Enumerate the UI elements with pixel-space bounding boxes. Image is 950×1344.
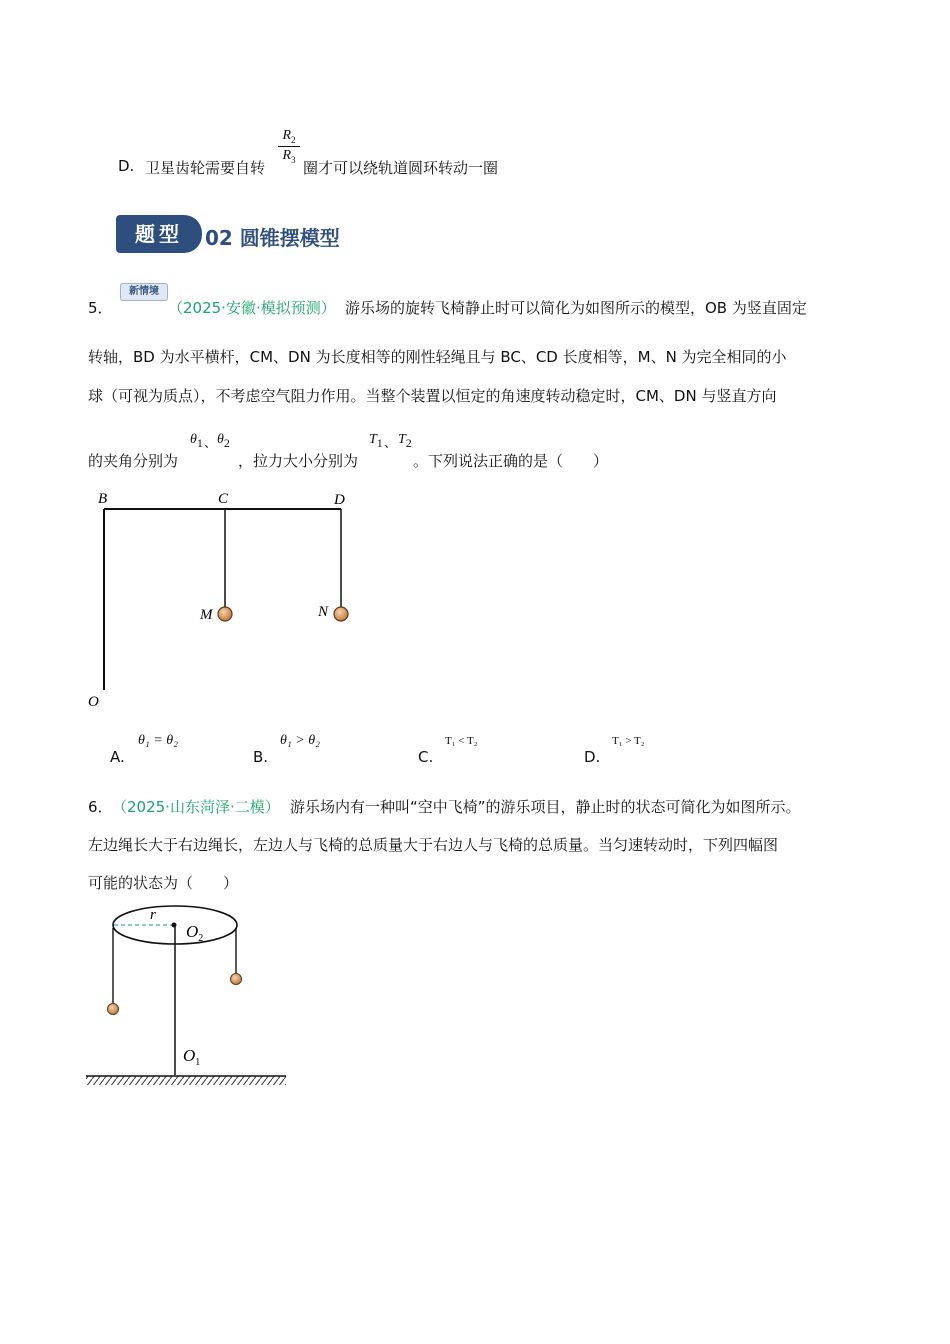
q4-option-d-text-before: 卫星齿轮需要自转 xyxy=(145,159,266,177)
section-title: 02 圆锥摆模型 xyxy=(205,226,340,250)
q5-sep2: 、 xyxy=(384,436,398,451)
q5-theta2: $\theta_2$ xyxy=(217,432,230,450)
q5-text-line2: 转轴，BD 为水平横杆，CM、DN 为长度相等的刚性轻绳且与 BC、CD 长度相等，M、N 为完全相同的小 xyxy=(88,348,787,366)
q5-text-line4b: ，拉力大小分别为 xyxy=(238,452,359,470)
q5-sep1: 、 xyxy=(204,436,218,451)
q4-option-d-text-after: 圈才可以绕轨道圆环转动一圈 xyxy=(303,159,499,177)
section-badge: 题型 xyxy=(116,215,202,253)
label-n: N xyxy=(318,604,329,620)
q4-option-d-letter: D. xyxy=(118,157,135,175)
chair-right xyxy=(231,974,242,985)
q5-option-c-letter: C. xyxy=(418,748,434,766)
q4-option-d-fraction: $R_2$ $R_3$ xyxy=(278,128,300,165)
label-o: O xyxy=(88,694,99,710)
label-m: M xyxy=(200,607,213,623)
ball-m xyxy=(218,607,232,621)
q5-option-a-letter: A. xyxy=(110,748,125,766)
label-o1: $O_1$ xyxy=(183,1046,201,1068)
q5-new-context-tag: 新情境 xyxy=(120,283,168,301)
q5-option-b-letter: B. xyxy=(253,748,269,766)
q6-number: 6． xyxy=(88,798,113,816)
q5-option-b-expr: θ₁ > θ₂ xyxy=(280,733,320,748)
label-r: r xyxy=(150,907,156,923)
q5-option-c-expr: T₁ < T₂ xyxy=(445,735,478,747)
q6-text-line3: 可能的状态为（ ） xyxy=(88,874,239,892)
q5-text-line3: 球（可视为质点），不考虑空气阻力作用。当整个装置以恒定的角速度转动稳定时，CM、DN 与竖直方向 xyxy=(88,387,777,405)
q5-source: （2025·安徽·模拟预测） xyxy=(168,299,336,317)
q5-t2: $T_2$ xyxy=(398,432,412,450)
ground-hatch xyxy=(86,1076,286,1085)
q5-t1: $T_1$ xyxy=(369,432,383,450)
label-d: D xyxy=(334,492,345,508)
q5-option-a-expr: θ₁ = θ₂ xyxy=(138,733,178,748)
q5-option-d-expr: T₁ > T₂ xyxy=(612,735,645,747)
q5-text-line1: 游乐场的旋转飞椅静止时可以简化为如图所示的模型，OB 为竖直固定 xyxy=(345,299,807,317)
q5-number: 5． xyxy=(88,299,113,317)
ball-n xyxy=(334,607,348,621)
q5-theta1: $\theta_1$ xyxy=(190,432,203,450)
label-b: B xyxy=(98,491,108,507)
chair-left xyxy=(108,1004,119,1015)
q5-text-line4a: 的夹角分别为 xyxy=(88,452,179,470)
q5-text-line4c: 。下列说法正确的是（ ） xyxy=(413,452,609,470)
q5-option-d-letter: D. xyxy=(584,748,601,766)
label-o2: $O_2$ xyxy=(186,922,204,944)
label-c: C xyxy=(218,491,229,507)
q6-text-line1: 游乐场内有一种叫“空中飞椅”的游乐项目，静止时的状态可简化为如图所示。 xyxy=(290,798,801,816)
q6-text-line2: 左边绳长大于右边绳长，左边人与飞椅的总质量大于右边人与飞椅的总质量。当匀速转动时，下列四幅图 xyxy=(88,836,779,854)
q6-figure xyxy=(80,895,300,1090)
q6-source: （2025·山东菏泽·二模） xyxy=(112,798,280,816)
q5-figure xyxy=(80,485,370,715)
